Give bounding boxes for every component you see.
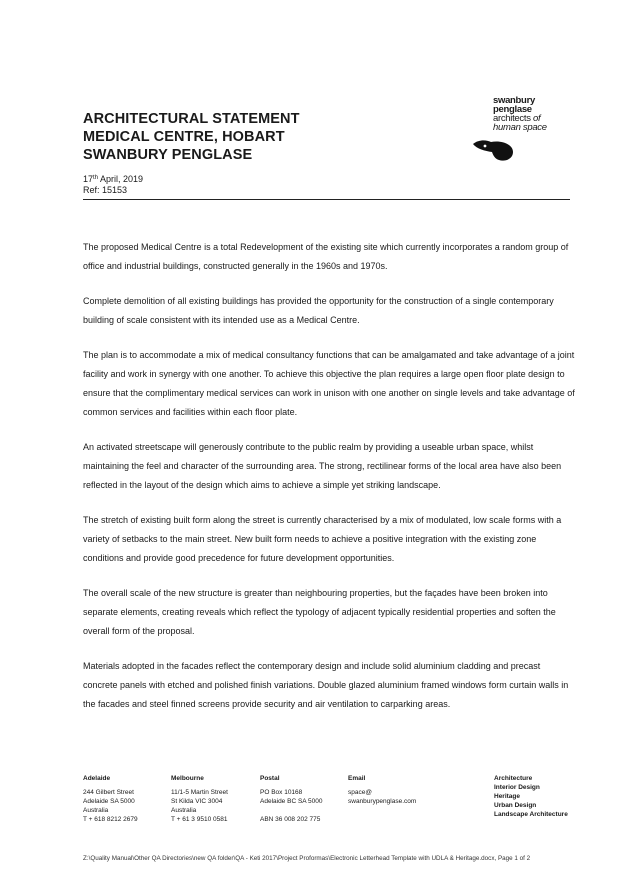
- footer-email-link[interactable]: swanburypenglase.com: [348, 798, 417, 805]
- header-divider: [83, 199, 570, 200]
- footer-abn: ABN 36 008 202 775: [260, 816, 321, 823]
- discipline-item: Heritage: [494, 793, 521, 800]
- footer-email: [348, 774, 416, 806]
- footer-line: 244 Gilbert Street: [83, 789, 134, 796]
- footer-heading: Adelaide: [83, 775, 111, 782]
- footer-disciplines: [494, 774, 568, 819]
- title-line-1: ARCHITECTURAL STATEMENT: [83, 111, 300, 127]
- footer-heading: Email: [348, 775, 366, 782]
- paragraph: The overall scale of the new structure is greater than neighbouring properties, but the façades have been broken into separate elements, creating reveals which reflect the typology of adjacent typically residential properties and soften the overall form of the proposal.: [83, 588, 556, 636]
- title-line-3: SWANBURY PENGLASE: [83, 147, 253, 163]
- footer-heading: Postal: [260, 775, 280, 782]
- discipline-item: Landscape Architecture: [494, 811, 568, 818]
- footer-heading: Melbourne: [171, 775, 204, 782]
- paragraph: Complete demolition of all existing buildings has provided the opportunity for the construction of a single contemporary building of scale consistent with its intended use as a Medical Centre.: [83, 296, 554, 325]
- footer-line: St Kilda VIC 3004: [171, 798, 223, 805]
- document-ref: Ref: 15153: [83, 185, 128, 195]
- company-logo: [493, 96, 573, 132]
- logo-text-human-space: human space: [493, 122, 547, 133]
- logo-text-architects-of: architects of: [493, 113, 541, 124]
- footer-phone: T + 618 8212 2679: [83, 816, 138, 823]
- paragraph: The proposed Medical Centre is a total Redevelopment of the existing site which currently incorporates a random group of office and industrial buildings, constructed generally in the 1960s and 1970s.: [83, 242, 569, 271]
- statement-body: [83, 238, 575, 730]
- document-title: [83, 110, 300, 164]
- paragraph: The plan is to accommodate a mix of medical consultancy functions that can be amalgamated and take advantage of a joint facility and work in synergy with one another. To achieve this objective the plan requires a large open floor plate design to ensure that the complimentary medical services can work in unison with one another on single levels and take advantage of common services and facilities within each floor plate.: [83, 350, 575, 417]
- footer-line: Australia: [171, 807, 197, 814]
- footer-line: PO Box 10168: [260, 789, 303, 796]
- footer-line: Australia: [83, 807, 109, 814]
- footer-line: 11/1-5 Martin Street: [171, 789, 228, 796]
- footer-line: Adelaide BC SA 5000: [260, 798, 323, 805]
- footer-email-link[interactable]: space@: [348, 789, 372, 796]
- paragraph: Materials adopted in the facades reflect the contemporary design and include solid aluminium cladding and precast concrete panels with etched and polished finish variations. Double glazed aluminium framed windows form curtain walls in the facades and steel finned screens provide security and air ventilation to carparking areas.: [83, 661, 569, 709]
- footer-line: Adelaide SA 5000: [83, 798, 135, 805]
- document-meta: [83, 174, 143, 196]
- footer-phone: T + 61 3 9510 0581: [171, 816, 228, 823]
- discipline-item: Architecture: [494, 775, 533, 782]
- discipline-item: Urban Design: [494, 802, 537, 809]
- footer-postal: [260, 774, 323, 824]
- title-line-2: MEDICAL CENTRE, HOBART: [83, 129, 285, 145]
- document-date: 17th April, 2019: [83, 174, 144, 184]
- file-path: Z:\Quality Manual\Other QA Directories\new QA folder\QA - Keti 2017\Project Proformas\Electronic Letterhead Template with UDLA & Heritage.docx, Page 1 of 2: [83, 855, 531, 862]
- footer-melbourne: [171, 774, 228, 824]
- logo-mark-icon: [471, 138, 517, 164]
- paragraph: The stretch of existing built form along the street is currently characterised by a mix of modulated, low scale forms with a variety of setbacks to the main street. New built form needs to achieve a positive integration with the existing zone conditions and provide good precedence for future development opportunities.: [83, 515, 562, 563]
- logo-text-penglase: penglase: [493, 104, 532, 115]
- discipline-item: Interior Design: [494, 784, 540, 791]
- footer-adelaide: [83, 774, 138, 824]
- paragraph: An activated streetscape will generously contribute to the public realm by providing a useable urban space, whilst maintaining the feel and character of the surrounding area. The strong, rectilinear forms of the local area have also been reflected in the layout of the design which aims to achieve a simple yet striking landscape.: [83, 442, 562, 490]
- logo-text-swanbury: swanbury: [493, 95, 535, 106]
